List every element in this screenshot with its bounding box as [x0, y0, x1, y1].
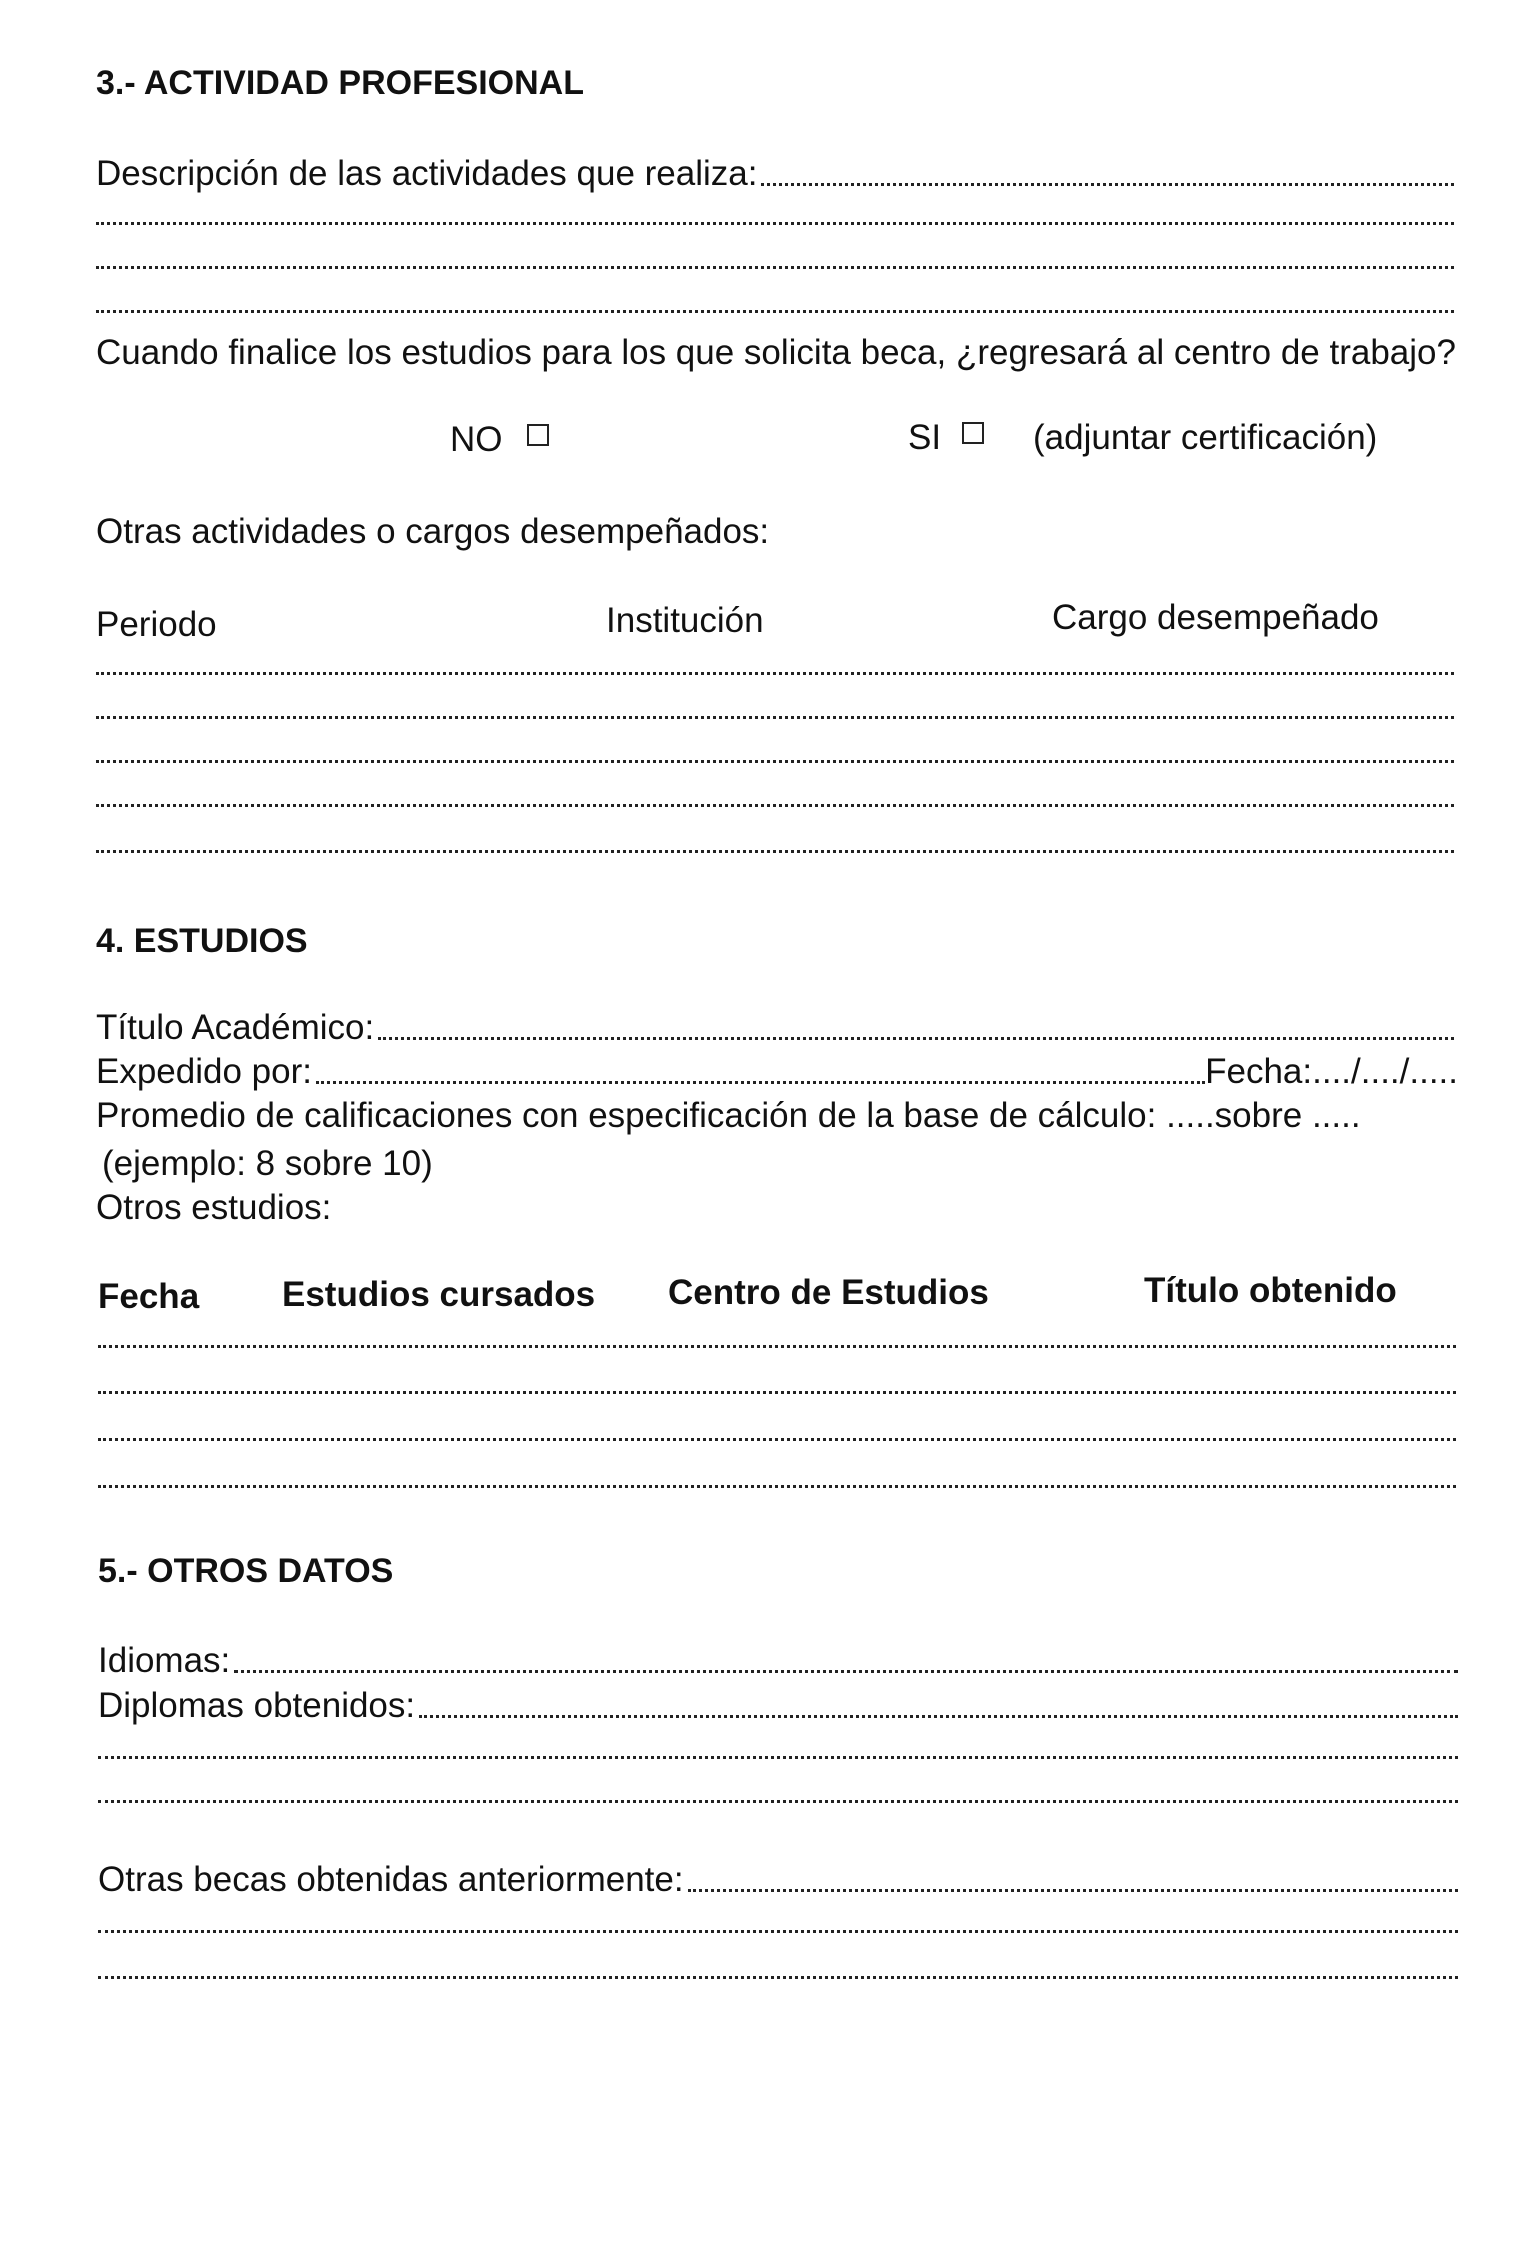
si-checkbox[interactable]: [962, 422, 984, 444]
col-institucion: Institución: [606, 601, 764, 640]
issued-field[interactable]: [316, 1081, 1205, 1084]
activity-row-line-5[interactable]: [96, 850, 1454, 853]
other-grants-line-3[interactable]: [98, 1976, 1458, 1979]
other-studies-label: Otros estudios:: [96, 1188, 332, 1227]
average-label[interactable]: Promedio de calificaciones con especificación de la base de cálculo: .....sobre .....: [96, 1096, 1361, 1135]
activities-row: [96, 156, 1454, 191]
col-cargo: Cargo desempeñado: [1052, 598, 1379, 637]
activities-label: Descripción de las actividades que realiza:: [96, 154, 758, 193]
languages-row: [98, 1643, 1458, 1678]
date-label[interactable]: Fecha:..../..../.....: [1205, 1052, 1458, 1091]
activities-field[interactable]: [761, 183, 1454, 186]
academic-title-label: Título Académico:: [96, 1008, 375, 1047]
other-activities-label: Otras actividades o cargos desempeñados:: [96, 512, 770, 551]
studies-row-line-4[interactable]: [98, 1485, 1456, 1488]
section-5-heading: 5.- OTROS DATOS: [98, 1552, 394, 1590]
languages-field[interactable]: [234, 1670, 1458, 1673]
issued-row: [96, 1054, 1458, 1089]
activities-line-2[interactable]: [96, 222, 1454, 225]
activity-row-line-4[interactable]: [96, 804, 1454, 807]
col-periodo: Periodo: [96, 605, 217, 644]
diplomas-line-3[interactable]: [98, 1800, 1458, 1803]
option-si-label: SI: [908, 418, 942, 457]
activity-row-line-3[interactable]: [96, 760, 1454, 763]
other-grants-field[interactable]: [688, 1889, 1458, 1892]
diplomas-row: [98, 1688, 1458, 1723]
languages-label: Idiomas:: [98, 1641, 231, 1680]
col-titulo-obtenido: Título obtenido: [1144, 1271, 1397, 1310]
average-example: (ejemplo: 8 sobre 10): [102, 1144, 433, 1183]
col-estudios-cursados: Estudios cursados: [282, 1275, 596, 1314]
activities-line-3[interactable]: [96, 266, 1454, 269]
section-4-heading: 4. ESTUDIOS: [96, 922, 308, 960]
other-grants-line-2[interactable]: [98, 1930, 1458, 1933]
activities-line-4[interactable]: [96, 310, 1454, 313]
other-grants-row: [98, 1862, 1458, 1897]
col-fecha: Fecha: [98, 1277, 200, 1316]
other-grants-label: Otras becas obtenidas anteriormente:: [98, 1860, 684, 1899]
section-3-heading: 3.- ACTIVIDAD PROFESIONAL: [96, 64, 584, 102]
option-no-label: NO: [450, 420, 503, 459]
issued-label: Expedido por:: [96, 1052, 312, 1091]
col-centro-estudios: Centro de Estudios: [668, 1273, 989, 1312]
diplomas-label: Diplomas obtenidos:: [98, 1686, 416, 1725]
studies-row-line-3[interactable]: [98, 1438, 1456, 1441]
si-note: (adjuntar certificación): [1033, 418, 1378, 457]
studies-row-line-2[interactable]: [98, 1391, 1456, 1394]
academic-title-row: [96, 1010, 1454, 1045]
diplomas-line-2[interactable]: [98, 1756, 1458, 1759]
activity-row-line-1[interactable]: [96, 672, 1454, 675]
diplomas-field[interactable]: [419, 1715, 1458, 1718]
academic-title-field[interactable]: [378, 1037, 1454, 1040]
no-checkbox[interactable]: [527, 424, 549, 446]
return-question: Cuando finalice los estudios para los que solicita beca, ¿regresará al centro de trabajo?: [96, 333, 1456, 372]
studies-row-line-1[interactable]: [98, 1345, 1456, 1348]
activity-row-line-2[interactable]: [96, 716, 1454, 719]
